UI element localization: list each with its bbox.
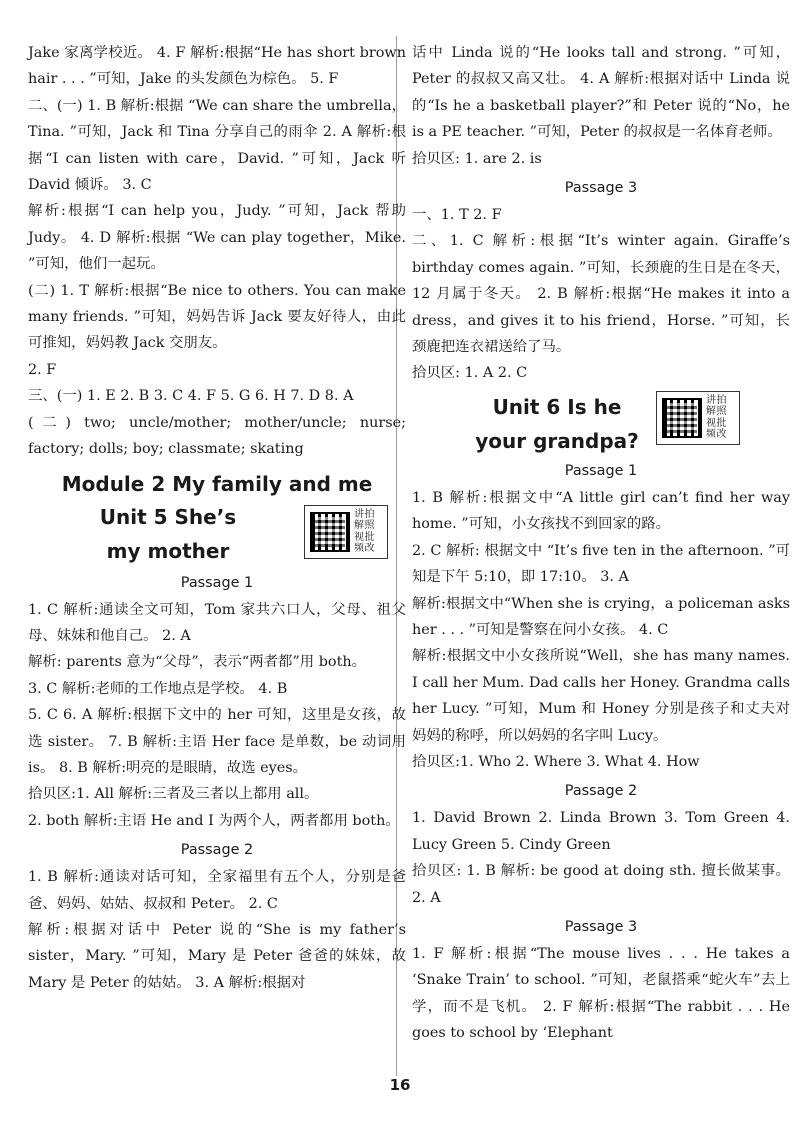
unit6-header: [412, 389, 790, 455]
unit6-qr-code[interactable]: [656, 391, 740, 445]
answer-paragraph: Jake 家离学校近。 4. F 解析:根据“He has short brown hair . . . ”可知，Jake 的头发颜色为棕色。 5. F: [28, 45, 406, 88]
passage-title: Passage 3: [564, 180, 638, 197]
answer-paragraph: 解析:根据对话中 Peter 说的“She is my father’s sister，Mary. ”可知，Mary 是 Peter 爸爸的妹妹，故 Mary 是 Peter 的姑姑。 3. A 解析:根据对: [28, 921, 406, 991]
answer-paragraph: 3. C 解析:老师的工作地点是学校。 4. B: [28, 680, 288, 697]
answer-paragraph: 二、1. C 解析:根据“It’s winter again. Giraffe’s birthday comes again. ”可知，长颈鹿的生日是在冬天，12 月属于冬天。 2. B 解析:根据“He makes it into a dress，and gives it to his friend，Horse. ”可知，长颈鹿把连衣裙送给了马。: [412, 233, 790, 356]
answer-paragraph: 2. F: [28, 361, 57, 378]
answer-paragraph: 拾贝区: 1. A 2. C: [412, 365, 528, 382]
unit6-title-line1: Unit 6 Is he: [492, 394, 622, 419]
answer-paragraph: 二、(一) 1. B 解析:根据 “We can share the umbrella，Tina. ”可知，Jack 和 Tina 分享自己的雨伞 2. A 解析:根据“I can listen with care，David. ”可知，Jack 听 David 倾诉。 3. C: [28, 97, 406, 194]
answer-paragraph: 解析:根据“I can help you，Judy. ”可知，Jack 帮助 Judy。 4. D 解析:根据 “We can play together，Mike. ”可知，他们一起玩。: [28, 203, 406, 273]
passage-title: Passage 1: [180, 574, 254, 591]
qr-label: 讲拍解照视批频改: [706, 394, 727, 441]
answer-paragraph: 三、(一) 1. E 2. B 3. C 4. F 5. G 6. H 7. D 8. A: [28, 388, 354, 405]
module-title: Module 2 My family and me: [61, 471, 373, 496]
left-column: [28, 40, 406, 996]
passage-title: Passage 3: [564, 918, 638, 935]
answer-paragraph: 1. David Brown 2. Linda Brown 3. Tom Green 4. Lucy Green 5. Cindy Green: [412, 810, 790, 853]
unit6-title-line2: your grandpa?: [475, 428, 639, 453]
answer-paragraph: 5. C 6. A 解析:根据下文中的 her 可知，这里是女孩，故选 sister。 7. B 解析:主语 Her face 是单数，be 动词用 is。 8. B 解析:明亮的是眼睛，故选 eyes。: [28, 707, 406, 776]
answer-paragraph: 解析:根据文中“When she is crying，a policeman asks her . . . ”可知是警察在问小女孩。 4. C: [412, 595, 790, 638]
answer-paragraph: 拾贝区:1. Who 2. Where 3. What 4. How: [412, 753, 700, 770]
passage-title: Passage 2: [564, 783, 638, 800]
answer-paragraph: (二) 1. T 解析:根据“Be nice to others. You can make many friends. ”可知，妈妈告诉 Jack 要友好待人，由此可推知，妈妈教 Jack 交朋友。: [28, 282, 406, 352]
answer-paragraph: 1. B 解析:根据文中“A little girl can’t find her way home. ”可知，小女孩找不到回家的路。: [412, 489, 790, 533]
answer-paragraph: 1. C 解析:通读全文可知，Tom 家共六口人，父母、祖父母、妹妹和他自己。 2. A: [28, 601, 406, 644]
qr-code-icon: [662, 398, 702, 438]
answer-paragraph: 拾贝区: 1. B 解析: be good at doing sth. 擅长做某事。 2. A: [412, 863, 790, 906]
answer-paragraph: 拾贝区:1. All 解析:三者及三者以上都用 all。: [28, 786, 319, 803]
answer-paragraph: 解析: parents 意为“父母”，表示“两者都”用 both。: [28, 654, 367, 671]
unit5-title-line2: my mother: [106, 538, 230, 563]
qr-code-icon: [310, 512, 350, 552]
answer-paragraph: 话中 Linda 说的“He looks tall and strong. ”可知，Peter 的叔叔又高又壮。 4. A 解析:根据对话中 Linda 说的“Is he a basketball player?”和 Peter 说的“No，he is a PE teacher. ”可知，Peter 的叔叔是一名体育老师。: [412, 45, 790, 141]
passage-title: Passage 2: [180, 842, 254, 859]
page-number: 16: [389, 1076, 411, 1094]
answer-paragraph: 2. C 解析: 根据文中 “It’s five ten in the afternoon. ”可知是下午 5:10，即 17:10。 3. A: [412, 542, 790, 586]
answer-paragraph: 拾贝区: 1. are 2. is: [412, 150, 542, 167]
answer-paragraph: 2. both 解析:主语 He and I 为两个人，两者都用 both。: [28, 812, 400, 829]
answer-paragraph: (二) two; uncle/mother; mother/uncle; nurse; factory; dolls; boy; classmate; skating: [28, 414, 406, 458]
answer-paragraph: 1. F 解析:根据“The mouse lives . . . He takes a ‘Snake Train’ to school. ”可知，老鼠搭乘“蛇火车”去上学，而不是飞机。 2. F 解析:根据“The rabbit . . . He goes to school by ‘Elephant: [412, 945, 790, 1042]
answer-paragraph: 一、1. T 2. F: [412, 207, 502, 224]
qr-label: 讲拍解照视批频改: [354, 508, 375, 554]
unit5-qr-code[interactable]: [304, 505, 388, 559]
unit5-title-line1: Unit 5 She’s: [99, 504, 237, 529]
answer-paragraph: 解析:根据文中小女孩所说“Well，she has many names. I call her Mum. Dad calls her Honey. Grandma calls her Lucy. ”可知，Mum 和 Honey 分别是孩子和丈夫对妈妈的称呼，所以妈妈的名字叫 Lucy。: [412, 648, 790, 744]
passage-title: Passage 1: [564, 462, 638, 479]
unit5-header: [28, 501, 406, 567]
answer-paragraph: 1. B 解析:通读对话可知，全家福里有五个人，分别是爸爸、妈妈、姑姑、叔叔和 Peter。 2. C: [28, 869, 406, 912]
right-column: [412, 40, 790, 1047]
